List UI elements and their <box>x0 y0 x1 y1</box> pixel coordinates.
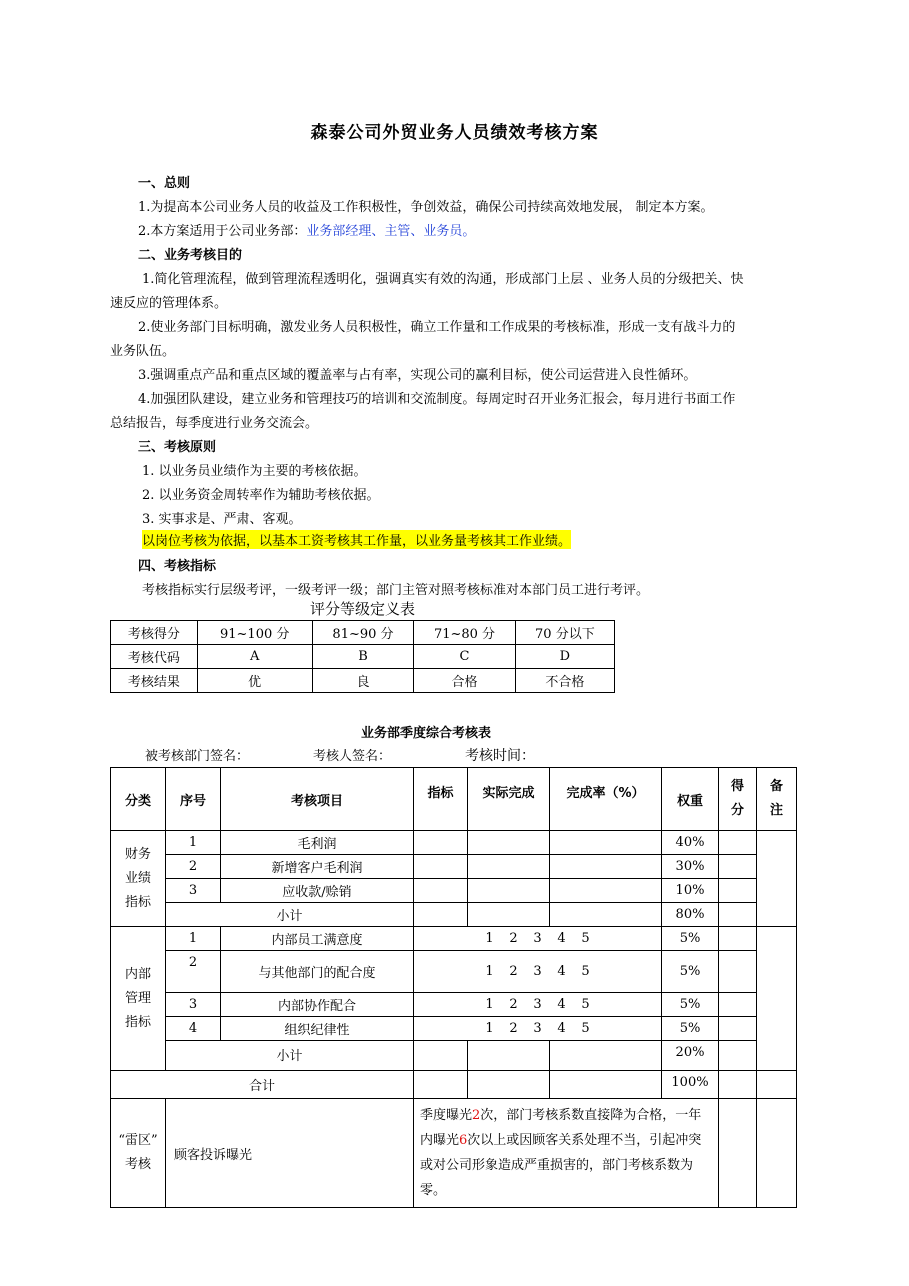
table-cell: 优 <box>197 669 312 693</box>
target-cell[interactable] <box>414 855 468 879</box>
actual-cell[interactable] <box>468 855 550 879</box>
score-cell[interactable] <box>719 993 757 1017</box>
header-seq: 序号 <box>166 768 221 831</box>
scale-option[interactable]: 2 <box>509 1021 518 1036</box>
scale-option[interactable]: 1 <box>485 964 494 979</box>
actual-cell[interactable] <box>468 1071 550 1099</box>
section-2-paragraph-2a: 2.使业务部门目标明确，激发业务人员积极性，确立工作量和工作成果的考核标准，形成一支有战斗力的 <box>138 320 736 335</box>
dept-signature-label: 被考核部门签名： <box>145 749 250 764</box>
score-cell[interactable] <box>719 831 757 855</box>
section-1-heading: 一、总则 <box>138 176 191 191</box>
score-cell[interactable] <box>719 1071 757 1099</box>
table-row <box>111 855 797 879</box>
note-cell[interactable] <box>757 1071 797 1099</box>
header-score-line: 得 <box>730 779 744 794</box>
rating-scale <box>414 993 662 1017</box>
grade-definition-table <box>110 620 615 693</box>
item-cell: 新增客户毛利润 <box>221 855 414 879</box>
mine-item: 顾客投诉曝光 <box>166 1099 414 1208</box>
score-cell[interactable] <box>719 1041 757 1071</box>
weight-cell: 40% <box>662 831 719 855</box>
seq-cell: 2 <box>166 951 221 993</box>
table-cell: C <box>414 645 516 669</box>
section-1-paragraph-2 <box>138 220 475 239</box>
scale-option[interactable]: 1 <box>485 997 494 1012</box>
scale-option[interactable]: 4 <box>557 931 566 946</box>
subtotal-label: 小计 <box>166 903 414 927</box>
table-row <box>111 1041 797 1071</box>
section-3-item-2: 2. 以业务资金周转率作为辅助考核依据。 <box>142 488 380 503</box>
target-cell[interactable] <box>414 879 468 903</box>
desc-text: 次，部门考核系数直接降为合格，一年内曝光 <box>420 1108 702 1148</box>
weight-cell: 80% <box>662 903 719 927</box>
table-row <box>111 645 615 669</box>
mine-description <box>414 1099 719 1208</box>
scale-option[interactable]: 2 <box>509 964 518 979</box>
total-label: 合计 <box>111 1071 414 1099</box>
table-cell: 考核结果 <box>111 669 198 693</box>
desc-count: 2 <box>472 1108 481 1123</box>
target-cell[interactable] <box>414 903 468 927</box>
note-cell[interactable] <box>757 831 797 927</box>
section-3-item-1: 1. 以业务员业绩作为主要的考核依据。 <box>142 464 367 479</box>
table-cell: D <box>515 645 614 669</box>
actual-cell[interactable] <box>468 831 550 855</box>
scale-option[interactable]: 5 <box>581 964 590 979</box>
rate-cell[interactable] <box>550 831 662 855</box>
seq-cell: 3 <box>166 879 221 903</box>
seq-cell: 4 <box>166 1017 221 1041</box>
category-mine <box>111 1099 166 1208</box>
section-2-paragraph-2b: 业务队伍。 <box>110 344 176 359</box>
weight-cell: 10% <box>662 879 719 903</box>
weight-cell: 5% <box>662 993 719 1017</box>
category-line: 管理 <box>124 990 151 1006</box>
page-title: 森泰公司外贸业务人员绩效考核方案 <box>310 123 599 143</box>
section-2-paragraph-3: 3.强调重点产品和重点区域的覆盖率与占有率，实现公司的赢利目标，使公司运营进入良性循环。 <box>138 368 697 383</box>
desc-text: 次以上或因顾客关系处理不当，引起冲突或对公司形象造成严重损害的，部门考核系数为零。 <box>420 1133 702 1198</box>
item-cell: 内部员工满意度 <box>221 927 414 951</box>
header-weight: 权重 <box>662 768 719 831</box>
category-internal <box>111 927 166 1071</box>
section-4-paragraph: 考核指标实行层级考评，一级考评一级；部门主管对照考核标准对本部门员工进行考评。 <box>142 583 650 598</box>
assessor-signature-label: 考核人签名： <box>313 749 392 764</box>
scale-option[interactable]: 5 <box>581 997 590 1012</box>
rate-cell[interactable] <box>550 1071 662 1099</box>
form-title: 业务部季度综合考核表 <box>360 726 491 741</box>
header-score <box>719 768 757 831</box>
table-row <box>111 669 615 693</box>
table-cell: B <box>312 645 414 669</box>
seq-cell: 3 <box>166 993 221 1017</box>
desc-count: 6 <box>459 1133 468 1148</box>
score-cell[interactable] <box>719 1017 757 1041</box>
weight-cell: 5% <box>662 951 719 993</box>
section-2-paragraph-1a: 1.简化管理流程，做到管理流程透明化，强调真实有效的沟通，形成部门上层 、业务人员的分级把关、快 <box>142 272 744 287</box>
actual-cell[interactable] <box>468 1041 550 1071</box>
section-2-heading: 二、业务考核目的 <box>138 248 243 263</box>
section-3-highlight: 以岗位考核为依据，以基本工资考核其工作量，以业务量考核其工作业绩。 <box>142 530 571 549</box>
scale-option[interactable]: 3 <box>533 997 542 1012</box>
scale-option[interactable]: 1 <box>485 1021 494 1036</box>
note-cell[interactable] <box>757 1099 797 1208</box>
seq-cell: 1 <box>166 927 221 951</box>
scale-option[interactable]: 5 <box>581 1021 590 1036</box>
category-line: “雷区” <box>118 1133 158 1148</box>
seq-cell: 1 <box>166 831 221 855</box>
rating-scale <box>414 1017 662 1041</box>
category-line: 内部 <box>124 966 151 982</box>
table-cell: 70 分以下 <box>515 621 614 645</box>
header-category: 分类 <box>111 768 166 831</box>
target-cell[interactable] <box>414 831 468 855</box>
table-row <box>111 927 797 951</box>
header-note-line: 注 <box>769 803 783 818</box>
table-cell: 考核得分 <box>111 621 198 645</box>
table-cell: 不合格 <box>515 669 614 693</box>
table-row <box>111 903 797 927</box>
target-cell[interactable] <box>414 1041 468 1071</box>
rate-cell[interactable] <box>550 1041 662 1071</box>
scale-option[interactable]: 3 <box>533 964 542 979</box>
item-cell: 与其他部门的配合度 <box>221 951 414 993</box>
scale-option[interactable]: 2 <box>509 997 518 1012</box>
target-cell[interactable] <box>414 1071 468 1099</box>
scale-option[interactable]: 3 <box>533 931 542 946</box>
category-line: 指标 <box>124 1014 151 1030</box>
score-cell[interactable] <box>719 927 757 951</box>
grade-table-caption: 评分等级定义表 <box>309 600 415 618</box>
table-row <box>111 831 797 855</box>
paragraph-text: 2.本方案适用于公司业务部： <box>138 224 307 239</box>
scale-option[interactable]: 4 <box>557 964 566 979</box>
table-cell: 良 <box>312 669 414 693</box>
scale-option[interactable]: 3 <box>533 1021 542 1036</box>
table-row <box>111 621 615 645</box>
section-2-paragraph-4b: 总结报告，每季度进行业务交流会。 <box>110 416 319 431</box>
category-line: 考核 <box>124 1157 151 1172</box>
header-actual: 实际完成 <box>468 768 550 831</box>
header-score-line: 分 <box>730 803 744 818</box>
signature-row <box>145 745 535 765</box>
table-cell: 91~100 分 <box>197 621 312 645</box>
rate-cell[interactable] <box>550 855 662 879</box>
item-cell: 组织纪律性 <box>221 1017 414 1041</box>
table-cell: 71~80 分 <box>414 621 516 645</box>
item-cell: 毛利润 <box>221 831 414 855</box>
table-row <box>111 993 797 1017</box>
section-2-paragraph-4a: 4.加强团队建设，建立业务和管理技巧的培训和交流制度。每周定时召开业务汇报会，每月进行书面工作 <box>138 392 736 407</box>
table-header-row <box>111 768 797 831</box>
table-cell: 考核代码 <box>111 645 198 669</box>
scale-option[interactable]: 4 <box>557 1021 566 1036</box>
rating-scale <box>414 951 662 993</box>
note-cell[interactable] <box>757 927 797 1071</box>
header-target: 指标 <box>414 768 468 831</box>
category-line: 指标 <box>124 894 151 910</box>
table-row <box>111 951 797 993</box>
score-cell[interactable] <box>719 879 757 903</box>
category-line: 财务 <box>124 846 151 862</box>
header-item: 考核项目 <box>221 768 414 831</box>
assessment-time-label: 考核时间： <box>465 748 535 764</box>
section-2-paragraph-1b: 速反应的管理体系。 <box>110 296 228 311</box>
section-4-heading: 四、考核指标 <box>138 559 217 574</box>
item-cell: 内部协作配合 <box>221 993 414 1017</box>
section-1-paragraph-1: 1.为提高本公司业务人员的收益及工作积极性，争创效益，确保公司持续高效地发展， 制定本方案。 <box>138 200 714 215</box>
subtotal-label: 小计 <box>166 1041 414 1071</box>
scale-option[interactable]: 4 <box>557 997 566 1012</box>
table-cell: A <box>197 645 312 669</box>
rating-scale <box>414 927 662 951</box>
score-cell[interactable] <box>719 951 757 993</box>
mine-row <box>111 1099 797 1208</box>
total-row <box>111 1071 797 1099</box>
applicable-roles: 业务部经理、主管、业务员。 <box>306 224 476 239</box>
weight-cell: 100% <box>662 1071 719 1099</box>
rate-cell[interactable] <box>550 903 662 927</box>
rate-cell[interactable] <box>550 879 662 903</box>
scale-option[interactable]: 1 <box>485 931 494 946</box>
item-cell: 应收款/赊销 <box>221 879 414 903</box>
weight-cell: 5% <box>662 927 719 951</box>
table-row <box>111 879 797 903</box>
desc-text: 季度曝光 <box>420 1108 473 1123</box>
header-rate: 完成率（%） <box>550 768 662 831</box>
score-cell[interactable] <box>719 1099 757 1208</box>
table-cell: 合格 <box>414 669 516 693</box>
score-cell[interactable] <box>719 855 757 879</box>
actual-cell[interactable] <box>468 903 550 927</box>
weight-cell: 5% <box>662 1017 719 1041</box>
scale-option[interactable]: 5 <box>581 931 590 946</box>
weight-cell: 30% <box>662 855 719 879</box>
category-line: 业绩 <box>124 870 151 886</box>
header-note-line: 备 <box>769 779 783 794</box>
weight-cell: 20% <box>662 1041 719 1071</box>
category-finance <box>111 831 166 927</box>
table-cell: 81~90 分 <box>312 621 414 645</box>
header-note <box>757 768 797 831</box>
section-3-heading: 三、考核原则 <box>138 440 217 455</box>
seq-cell: 2 <box>166 855 221 879</box>
section-3-item-3: 3. 实事求是、严肃、客观。 <box>142 512 302 527</box>
actual-cell[interactable] <box>468 879 550 903</box>
scale-option[interactable]: 2 <box>509 931 518 946</box>
quarterly-assessment-table <box>110 767 797 1208</box>
table-row <box>111 1017 797 1041</box>
score-cell[interactable] <box>719 903 757 927</box>
